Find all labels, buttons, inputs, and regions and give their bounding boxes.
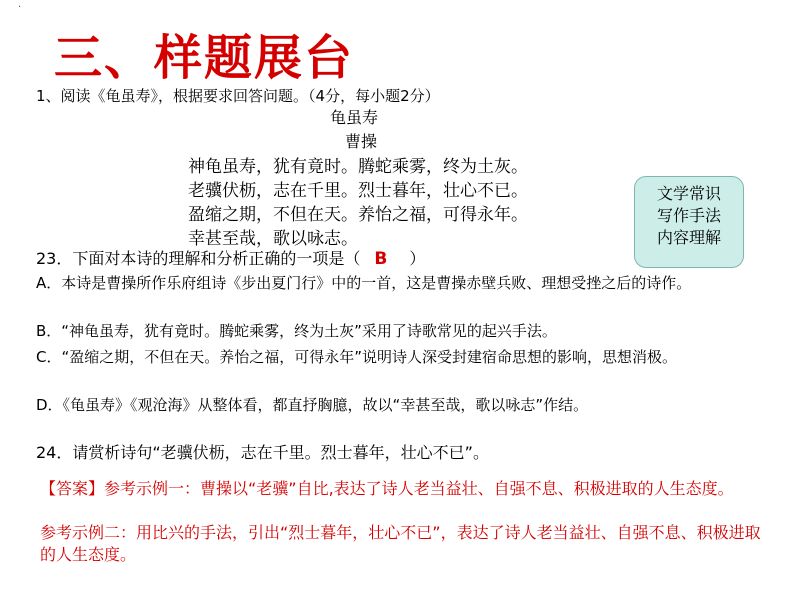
answer-example-1: 【答案】参考示例一：曹操以“老骥”自比,表达了诗人老当益壮、自强不息、积极进取的人生态度。 [40,479,734,498]
option-b: B．“神龟虽寿，犹有竟时。腾蛇乘雾，终为土灰”采用了诗歌常见的起兴手法。 [36,322,557,340]
poem-line: 盈缩之期，不但在天。养怡之福，可得永年。 [188,205,528,225]
corner-mark: · [18,2,22,13]
poem-author: 曹操 [345,132,378,151]
poem-line: 老骥伏枥，志在千里。烈士暮年，壮心不已。 [188,181,528,201]
question-23-prefix: 23．下面对本诗的理解和分析正确的一项是（ [36,249,361,268]
callout-line: 写作手法 [656,206,721,225]
question-1-heading: 1、阅读《龟虽寿》，根据要求回答问题。（4分，每小题2分） [36,87,440,105]
question-24: 24．请赏析诗句“老骥伏枥，志在千里。烈士暮年，壮心不已”。 [36,443,489,462]
option-c: C．“盈缩之期，不但在天。养怡之福，可得永年”说明诗人深受封建宿命思想的影响，思想消极。 [36,348,678,366]
poem-line: 神龟虽寿，犹有竟时。腾蛇乘雾，终为土灰。 [188,157,528,177]
page-title: 三、样题展台 [54,30,355,86]
poem-line: 幸甚至哉，歌以咏志。 [188,229,358,249]
knowledge-callout [634,176,744,268]
question-23-answer: B [374,249,388,269]
poem-title: 龟虽寿 [330,108,379,127]
answer-example-2: 参考示例二：用比兴的手法，引出“烈士暮年，壮心不已”，表达了诗人老当益壮、自强不息、积极进取的人生态度。 [40,523,761,564]
callout-line: 文学常识 [656,184,721,203]
option-d: D．《龟虽寿》《观沧海》从整体看，都直抒胸臆，故以“幸甚至哉，歌以咏志”作结。 [36,396,589,414]
question-23 [36,248,425,270]
question-23-suffix: ） [409,249,426,268]
option-a: A．本诗是曹操所作乐府组诗《步出夏门行》中的一首，这是曹操赤壁兵败、理想受挫之后的诗作。 [36,274,692,292]
callout-line: 内容理解 [656,228,721,247]
